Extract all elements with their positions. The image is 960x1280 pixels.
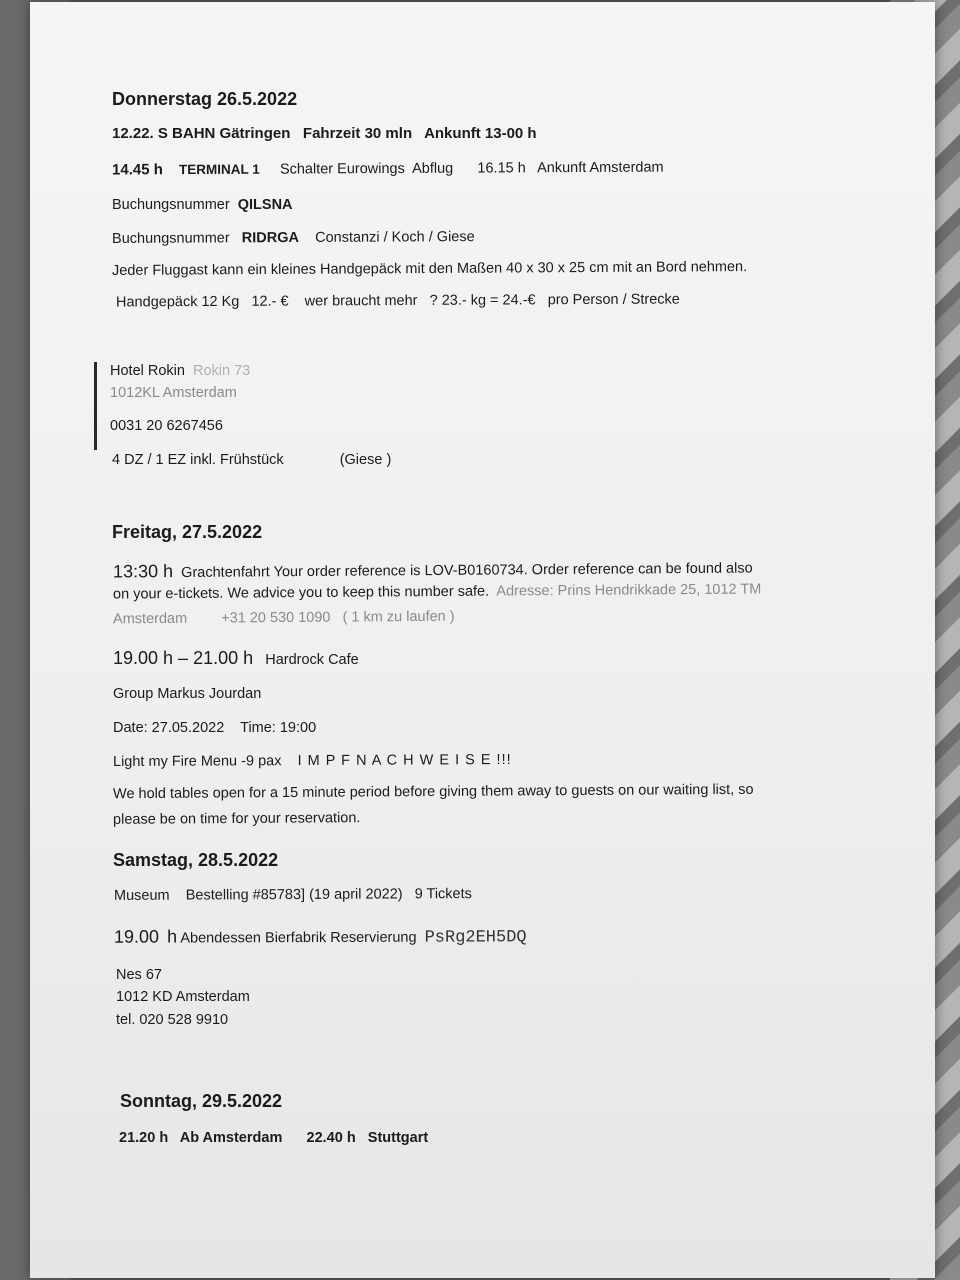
booking-label: Buchungsnummer (111, 230, 230, 247)
train-arrival: Ankunft 13-00 h (424, 125, 537, 142)
train-time: 12.22. S BAHN Gätringen (112, 125, 291, 142)
booking-label: Buchungsnummer (112, 197, 230, 213)
canal-address: Adresse: Prins Hendrikkade 25, 1012 TM (496, 581, 762, 600)
group-name: Group Markus Jourdan (113, 686, 262, 702)
luggage-note: Jeder Fluggast kann ein kleines Handgepäck mit den Maßen 40 x 30 x 25 cm mit an Bord nehmen. (111, 259, 748, 279)
menu-row (113, 751, 512, 771)
bierfabrik-address-1: Nes 67 (116, 967, 162, 983)
vaccination-note: I M P F N A C H W E I S E !!! (297, 751, 512, 770)
sunday-heading: Sonntag, 29.5.2022 (120, 1091, 283, 1111)
luggage-weight: Handgepäck 12 Kg (115, 293, 240, 311)
luggage-more: wer braucht mehr (304, 292, 418, 310)
return-arr: Stuttgart (367, 1130, 429, 1146)
hotel-rooms-row (112, 451, 391, 469)
flight-arrival-time: 16.15 h (477, 160, 526, 177)
booking-code: QILSNA (237, 197, 293, 213)
luggage-row (116, 291, 680, 312)
museum-row (114, 885, 472, 905)
bierfabrik-text: Abendessen Bierfabrik Reservierung (180, 929, 417, 947)
date-time-row (113, 719, 316, 737)
menu-text: Light my Fire Menu -9 pax (112, 753, 282, 771)
dinner-row (113, 647, 359, 670)
booking-row-1 (112, 196, 293, 214)
return-row (119, 1129, 428, 1147)
bierfabrik-h: h (167, 926, 178, 947)
canal-time: 13:30 h (112, 561, 174, 582)
canal-phone: +31 20 530 1090 (221, 609, 331, 627)
paper-sheet (30, 2, 935, 1278)
return-dep: Ab Amsterdam (179, 1130, 283, 1146)
canal-walk: ( 1 km zu laufen ) (342, 608, 455, 626)
canal-city: Amsterdam (112, 610, 188, 628)
bierfabrik-address-2: 1012 KD Amsterdam (116, 989, 250, 1005)
thursday-heading: Donnerstag 26.5.2022 (112, 89, 298, 109)
canal-row-3 (113, 608, 455, 629)
flight-arrival-place: Ankunft Amsterdam (537, 159, 664, 177)
train-row (112, 125, 537, 144)
hotel-city: 1012KL Amsterdam (110, 385, 237, 401)
luggage-price: 12.- € (251, 293, 289, 310)
booking-names: Constanzi / Koch / Giese (315, 229, 475, 246)
hold-note-2: please be on time for your reservation. (112, 810, 361, 828)
hotel-phone: 0031 20 6267456 (110, 418, 223, 434)
train-duration: Fahrzeit 30 mln (302, 125, 413, 142)
canal-text: on your e-tickets. We advice you to keep this number safe. (112, 583, 490, 603)
dinner-date: Date: 27.05.2022 (113, 720, 225, 736)
canal-text: Grachtenfahrt Your order reference is LOV-B0160734. Order reference can be found also (181, 560, 753, 581)
booking-code: RIDRGA (241, 229, 300, 247)
return-arr-time: 22.40 h (306, 1130, 356, 1146)
bierfabrik-time: 19.00 (113, 926, 160, 947)
flight-terminal: TERMINAL 1 (178, 161, 260, 178)
luggage-extra: ? 23.- kg = 24.-€ (429, 292, 536, 309)
dinner-time-label: Time: 19:00 (240, 720, 317, 736)
hotel-guest: (Giese ) (339, 452, 392, 468)
hotel-rooms: 4 DZ / 1 EZ inkl. Frühstück (112, 452, 284, 468)
hotel-name-row (110, 362, 250, 380)
bierfabrik-row (114, 924, 527, 950)
reservation-code: PsRg2EH5DQ (424, 928, 527, 948)
hotel-street: Rokin 73 (193, 363, 251, 379)
flight-desk: Schalter Eurowings (279, 160, 405, 178)
flight-row (112, 159, 664, 181)
museum-tickets: 9 Tickets (414, 886, 472, 903)
saturday-heading: Samstag, 28.5.2022 (113, 850, 279, 870)
hold-note-1: We hold tables open for a 15 minute period before giving them away to guests on our waiting list, so (112, 781, 754, 803)
museum-order: Bestelling #85783] (19 april 2022) (185, 886, 403, 904)
flight-time: 14.45 h (111, 161, 163, 179)
booking-row-2 (112, 228, 475, 248)
return-dep-time: 21.20 h (119, 1130, 169, 1146)
dinner-time: 19.00 h – 21.00 h (113, 648, 254, 668)
flight-departure: Abflug (412, 160, 454, 177)
museum-label: Museum (113, 887, 170, 904)
luggage-per: pro Person / Strecke (547, 291, 680, 309)
hotel-name: Hotel Rokin (110, 363, 185, 379)
friday-heading: Freitag, 27.5.2022 (112, 522, 263, 542)
bierfabrik-phone: tel. 020 528 9910 (116, 1012, 229, 1028)
hotel-margin-bar (94, 362, 97, 450)
dinner-place: Hardrock Cafe (265, 652, 359, 668)
